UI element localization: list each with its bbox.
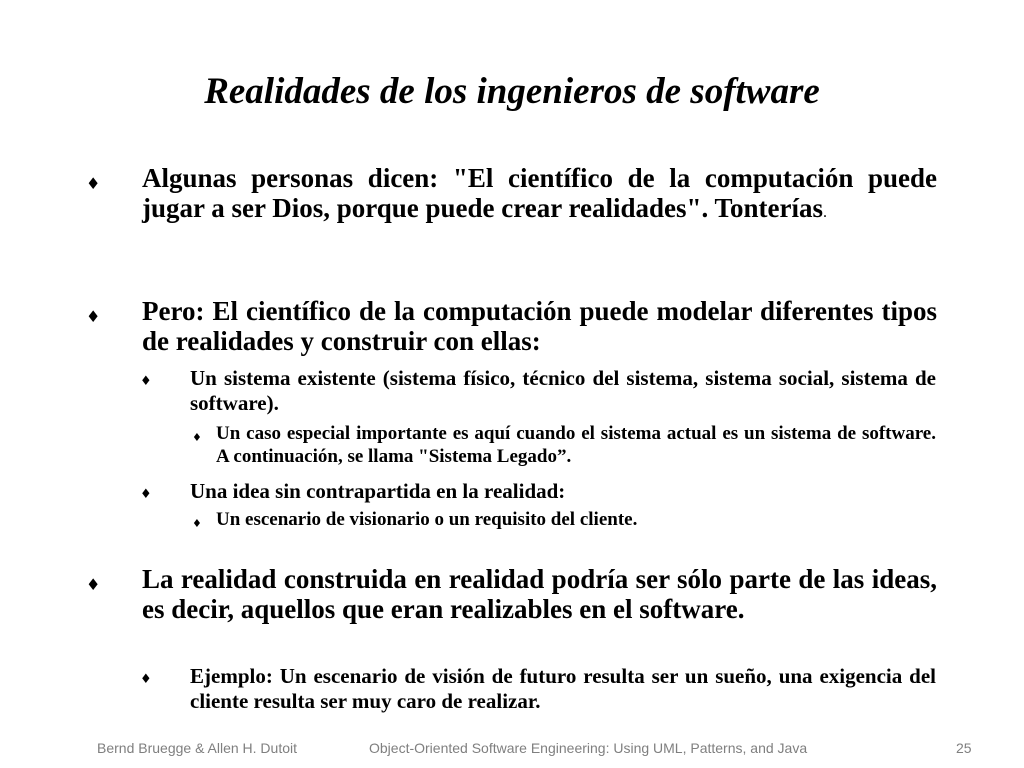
bullet-3-1: Ejemplo: Un escenario de visión de futuro resulta ser un sueño, una exigencia del cliente resulta ser muy caro de realizar.: [190, 664, 936, 713]
diamond-bullet-icon: ♦: [86, 575, 101, 594]
footer-book-title: Object-Oriented Software Engineering: Using UML, Patterns, and Java: [369, 740, 808, 756]
bullet-2-2: Una idea sin contrapartida en la realidad:: [190, 479, 566, 503]
diamond-bullet-icon: ♦: [192, 517, 202, 530]
bullet-1: [142, 163, 937, 228]
bullet-2: Pero: El científico de la computación puede modelar diferentes tipos de realidades y construir con ellas:: [142, 296, 937, 356]
footer-page-number: 25: [956, 740, 972, 756]
bullet-2-1-1: Un caso especial importante es aquí cuando el sistema actual es un sistema de software. A continuación, se llama "Sistema Legado”.: [216, 423, 936, 467]
bullet-2-1: Un sistema existente (sistema físico, técnico del sistema, sistema social, sistema de software).: [190, 366, 936, 415]
bullet-1-text: Algunas personas dicen: "El científico de la computación puede jugar a ser Dios, porque puede crear realidades". Tonterías: [142, 163, 937, 223]
diamond-bullet-icon: ♦: [140, 374, 152, 389]
diamond-bullet-icon: ♦: [86, 174, 101, 193]
bullet-2-2-1: Un escenario de visionario o un requisito del cliente.: [216, 509, 638, 530]
footer-authors: Bernd Bruegge & Allen H. Dutoit: [97, 740, 298, 756]
bullet-1-period: .: [823, 204, 828, 221]
diamond-bullet-icon: ♦: [140, 487, 152, 502]
slide-title: Realidades de los ingenieros de software: [204, 71, 820, 112]
diamond-bullet-icon: ♦: [86, 307, 101, 326]
diamond-bullet-icon: ♦: [140, 672, 152, 687]
diamond-bullet-icon: ♦: [192, 431, 202, 444]
bullet-3: La realidad construida en realidad podría ser sólo parte de las ideas, es decir, aquellos que eran realizables en el software.: [142, 564, 937, 624]
